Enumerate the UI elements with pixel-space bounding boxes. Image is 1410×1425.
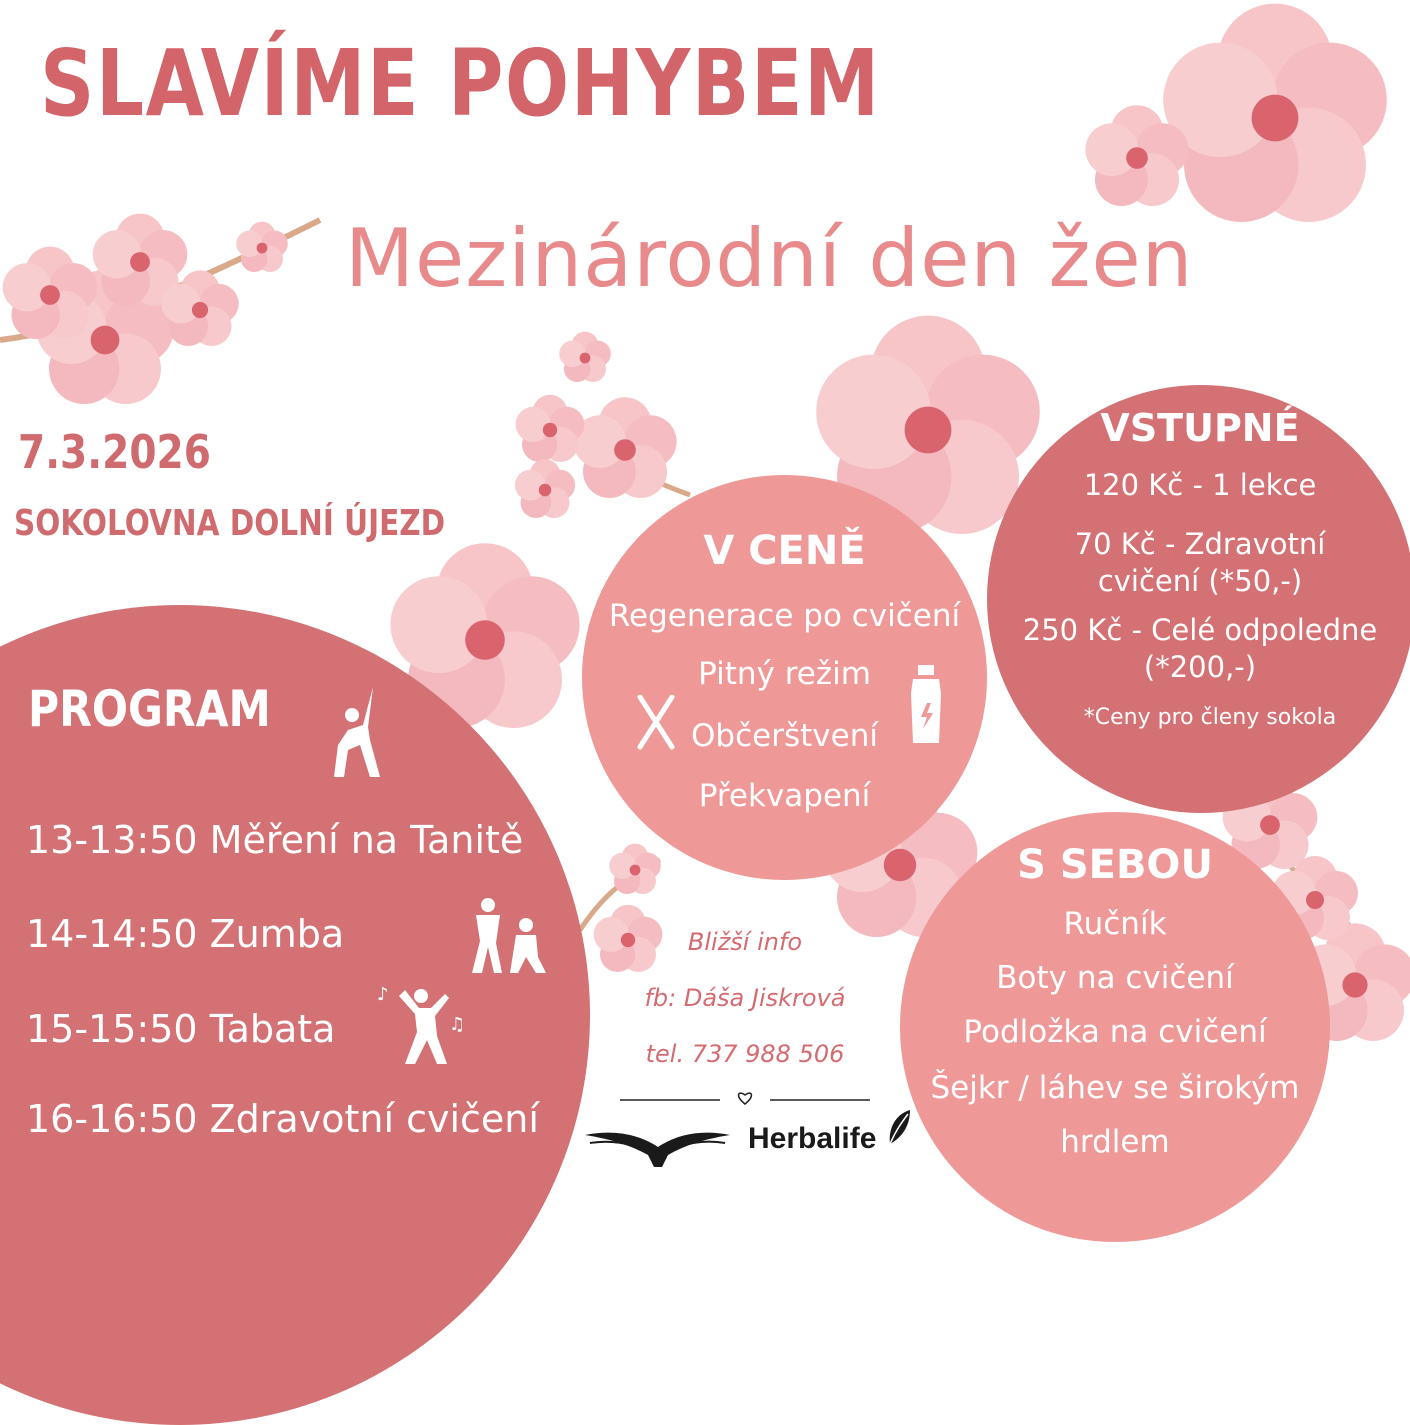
water-bottle-icon [907,665,945,745]
program-item: 15-15:50 Tabata [26,1007,336,1051]
heart-divider [620,1088,870,1108]
event-date: 7.3.2026 [18,425,211,479]
bring-item: Ručník [1063,906,1167,942]
page-subtitle: Mezinárodní den žen [345,212,1194,305]
bring-item: Boty na cvičení [996,960,1234,996]
svg-text:♫: ♫ [449,1014,466,1035]
included-item: Občerštvení [691,718,878,754]
contact-phone: tel. 737 988 506 [645,1040,845,1068]
blossom-lower-small-2 [609,844,661,894]
program-heading: PROGRAM [28,680,271,738]
sokol-eagle-logo [580,1115,735,1170]
admission-item: 70 Kč - Zdravotní [1074,527,1326,561]
contact-facebook: fb: Dáša Jiskrová [644,984,846,1012]
blossom-mid-branch-2 [516,395,585,462]
admission-item: cvičení (*50,-) [1097,564,1303,598]
leaf-icon [886,1108,914,1146]
svg-text:♪: ♪ [377,984,389,1005]
admission-note: *Ceny pro členy sokola [1083,705,1337,730]
zumba-dancers-icon [466,895,551,975]
blossom-mid-branch-1 [573,397,676,498]
admission-item: 250 Kč - Celé odpoledne [1022,613,1378,647]
blossom-mid-branch-3 [515,459,575,518]
included-item: Překvapení [698,778,871,814]
program-item: 14-14:50 Zumba [26,912,345,956]
page-title: SLAVÍME POHYBEM [40,30,881,137]
blossom-top-right-large [1163,4,1387,222]
blossom-mid-branch-4 [559,332,611,382]
included-item: Regenerace po cvičení [608,598,961,634]
bring-item: Šejkr / láhev se širokým [930,1070,1300,1106]
contact-heading: Bližší info [687,928,803,956]
included-heading: V CENĚ [703,528,866,574]
blossom-left-5 [236,222,288,272]
admission-item: 120 Kč - 1 lekce [1083,468,1317,502]
blossom-left-2 [3,247,98,339]
program-item: 13-13:50 Měření na Tanitě [26,818,524,862]
admission-heading: VSTUPNÉ [1100,406,1300,450]
bring-item: hrdlem [1060,1124,1170,1160]
fork-knife-icon [636,695,676,750]
bring-item: Podložka na cvičení [963,1014,1267,1050]
program-item: 16-16:50 Zdravotní cvičení [26,1097,539,1141]
tabata-dancer-icon [375,980,467,1070]
herbalife-logo: Herbalife [748,1122,877,1155]
bring-heading: S SEBOU [1017,842,1213,888]
stretching-person-icon [328,685,388,780]
included-item: Pitný režim [698,656,871,692]
event-venue: SOKOLOVNA DOLNÍ ÚJEZD [14,503,446,544]
admission-item: (*200,-) [1143,650,1257,684]
